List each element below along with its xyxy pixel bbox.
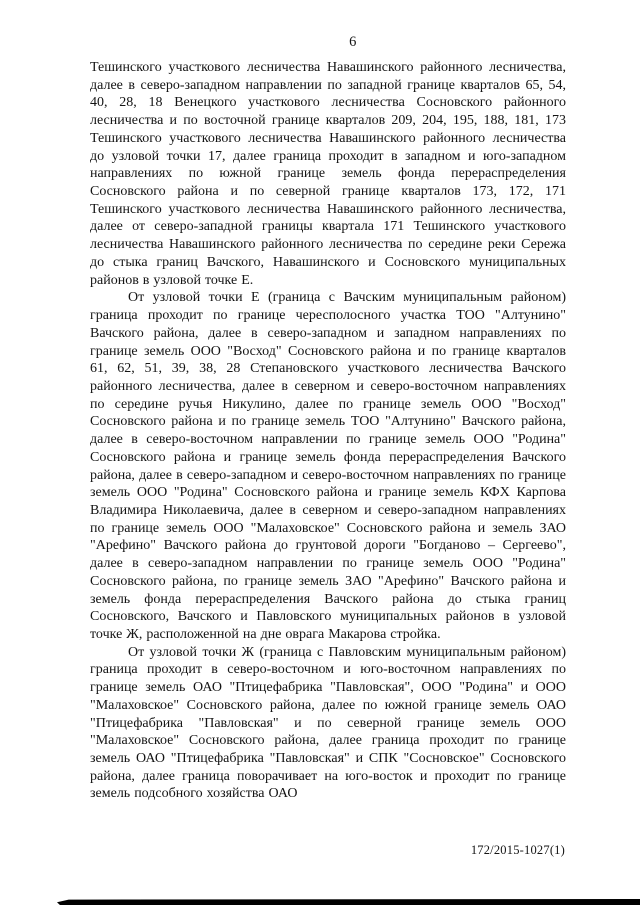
paragraph-node-point-zh: От узловой точки Ж (граница с Павловским муниципальным районом) граница проходит в северо-восточном и юго-восточном направлениях по границе земель ОАО "Птицефабрика "Павловская", ООО "Родина" и ООО "Малаховское" Сосновского района, далее по южной границе земель ОАО "Птицефабрика "Павловская" и по северной границе земель ООО "Малаховское" Сосновского района, далее граница проходит по границе земель ОАО "Птицефабрика "Павловская" и СПК "Сосновское" Сосновского района, далее граница поворачивает на юго-восток и проходит по границе земель подсобного хозяйства ОАО <box>90 644 566 802</box>
paragraph-boundary-description-continuation: Тешинского участкового лесничества Навашинского районного лесничества, далее в северо-западном направлении по западной границе кварталов 65, 54, 40, 28, 18 Венецкого участкового лесничества Сосновского районного лесничества и по восточной границе кварталов 209, 204, 195, 188, 181, 173 Тешинского участкового лесничества Навашинского районного лесничества до узловой точки 17, далее граница проходит в западном и юго-западном направлениях по южной границе земель фонда перераспределения Сосновского района и по северной границе кварталов 173, 172, 171 Тешинского участкового лесничества Навашинского районного лесничества, далее от северо-западной границы квартала 171 Тешинского участкового лесничества Навашинского районного лесничества по середине реки Сережа до стыка границ Вачского, Навашинского и Сосновского муниципальных районов в узловой точке Е. <box>90 60 566 288</box>
scan-artifact-bar <box>57 899 640 905</box>
document-body <box>90 59 566 803</box>
page-number: 6 <box>349 34 357 50</box>
paragraph-node-point-e: От узловой точки Е (граница с Вачским муниципальным районом) граница проходит по границе чересполосного участка ТОО "Алтунино" Вачского района, далее в северо-западном и западном направлениях по границе земель ООО "Восход" Сосновского района и по границе кварталов 61, 62, 51, 39, 38, 28 Степановского участкового лесничества Вачского районного лесничества, далее в северном и северо-восточном направлениях по середине ручья Никулино, далее по границе земель ООО "Восход" Сосновского района и по границе земель ТОО "Алтунино" Вачского района, далее в северо-восточном направлении по границе земель ООО "Родина" Сосновского района и границе земель фонда перераспределения Вачского района, далее в северо-западном и северо-восточном направлениях по границе земель ООО "Родина" Сосновского района и границе земель КФХ Карпова Владимира Николаевича, далее в северном и северо-западном направлениях по границе земель ООО "Малаховское" Сосновского района и земель ЗАО "Арефино" Вачского района до грунтовой дороги "Богданово – Сергеево", далее в северо-западном направлении по границе земель ООО "Родина" Сосновского района, по границе земель ЗАО "Арефино" Вачского района и земель фонда перераспределения Вачского района до стыка границ Сосновского, Вачского и Павловского муниципальных районов в узловой точке Ж, расположенной на дне оврага Макарова стройка. <box>90 290 566 642</box>
case-number: 172/2015-1027(1) <box>470 843 565 857</box>
